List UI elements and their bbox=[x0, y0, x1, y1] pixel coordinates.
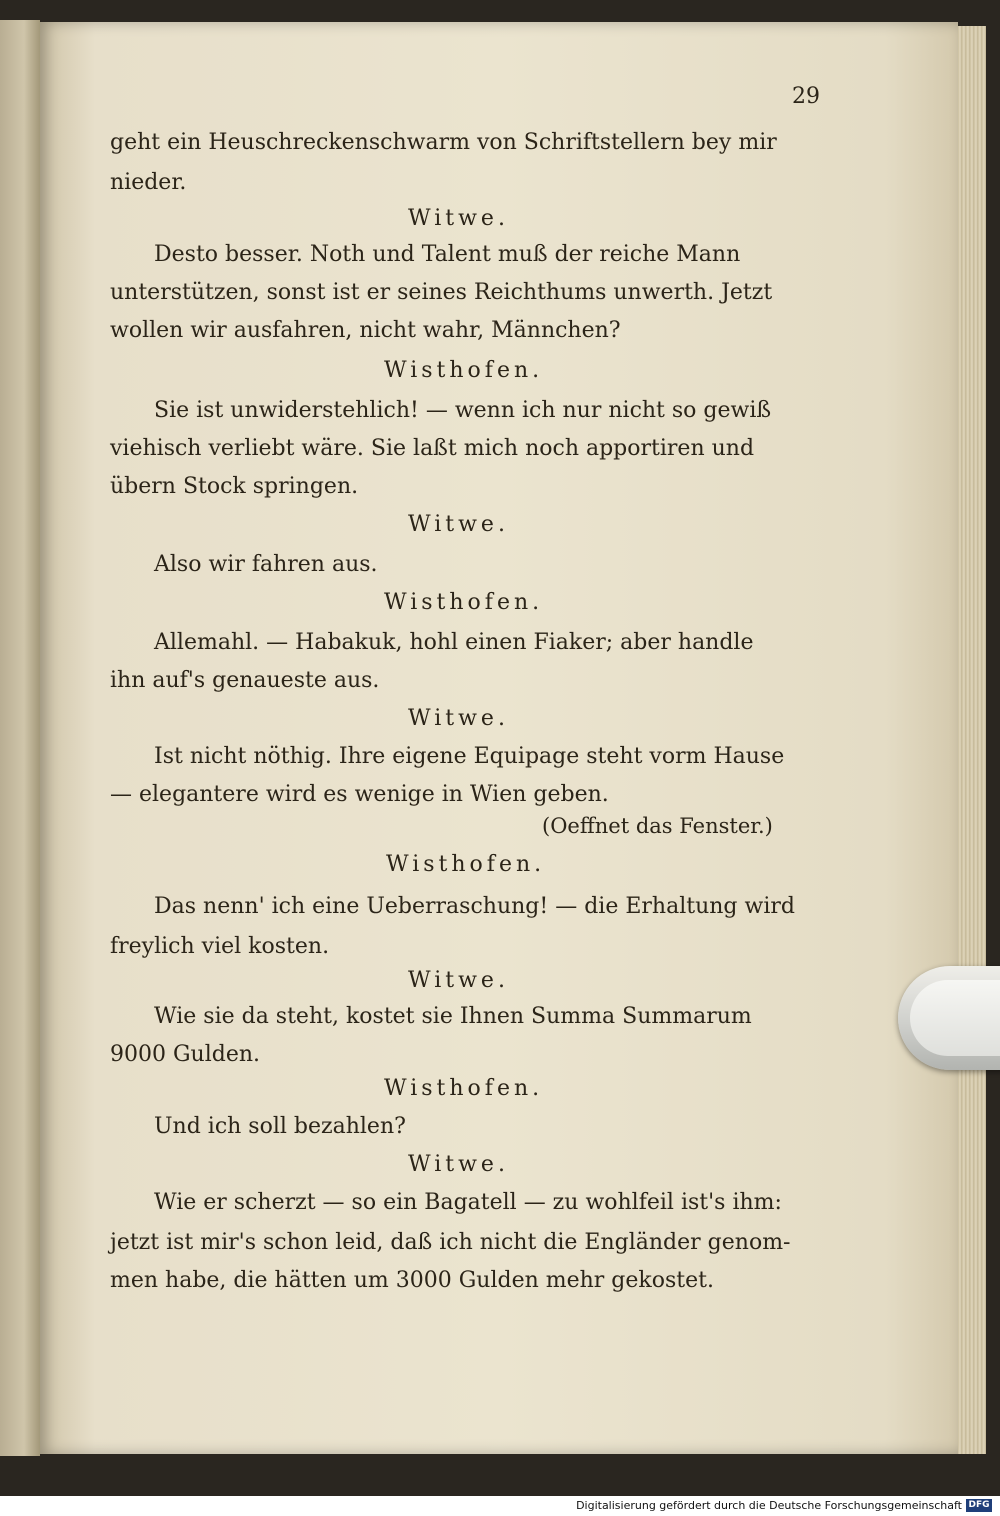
speaker-name: Wisthofen. bbox=[384, 590, 544, 615]
text-line: Und ich soll bezahlen? bbox=[154, 1114, 406, 1139]
text-line: geht ein Heuschreckenschwarm von Schriftstellern bey mir bbox=[110, 130, 777, 155]
speaker-name: Wisthofen. bbox=[384, 1076, 544, 1101]
text-line: Also wir fahren aus. bbox=[154, 552, 378, 577]
text-line: unterstützen, sonst ist er seines Reichthums unwerth. Jetzt bbox=[110, 280, 773, 305]
text-line: 9000 Gulden. bbox=[110, 1042, 261, 1067]
page-number: 29 bbox=[792, 84, 820, 109]
text-line: Wie er scherzt — so ein Bagatell — zu wohlfeil ist's ihm: bbox=[154, 1190, 782, 1215]
speaker-name: Witwe. bbox=[408, 968, 509, 993]
speaker-name: Witwe. bbox=[408, 206, 509, 231]
text-line: — elegantere wird es wenige in Wien geben. bbox=[110, 782, 609, 807]
text-line: viehisch verliebt wäre. Sie laßt mich noch apportiren und bbox=[110, 436, 755, 461]
text-line: Desto besser. Noth und Talent muß der reiche Mann bbox=[154, 242, 741, 267]
text-line: nieder. bbox=[110, 170, 187, 195]
page-stack-edge bbox=[958, 26, 986, 1454]
page-clip-highlight bbox=[910, 980, 1000, 1056]
footer-bar bbox=[0, 1496, 1000, 1516]
text-line: Das nenn' ich eine Ueberraschung! — die Erhaltung wird bbox=[154, 894, 795, 919]
text-line: wollen wir ausfahren, nicht wahr, Männchen? bbox=[110, 318, 621, 343]
text-line: Ist nicht nöthig. Ihre eigene Equipage steht vorm Hause bbox=[154, 744, 785, 769]
funding-credit: Digitalisierung gefördert durch die Deutsche Forschungsgemeinschaft bbox=[576, 1499, 962, 1512]
text-line: jetzt ist mir's schon leid, daß ich nicht die Engländer genom- bbox=[110, 1230, 791, 1255]
text-line: Allemahl. — Habakuk, hohl einen Fiaker; aber handle bbox=[154, 630, 754, 655]
text-line: Sie ist unwiderstehlich! — wenn ich nur nicht so gewiß bbox=[154, 398, 772, 423]
speaker-name: Wisthofen. bbox=[386, 852, 546, 877]
text-line: Wie sie da steht, kostet sie Ihnen Summa Summarum bbox=[154, 1004, 752, 1029]
speaker-name: Witwe. bbox=[408, 706, 509, 731]
facing-page-edge bbox=[0, 20, 40, 1456]
speaker-name: Wisthofen. bbox=[384, 358, 544, 383]
text-line: men habe, die hätten um 3000 Gulden mehr gekostet. bbox=[110, 1268, 714, 1293]
stage-direction: (Oeffnet das Fenster.) bbox=[542, 814, 773, 838]
speaker-name: Witwe. bbox=[408, 512, 509, 537]
dfg-logo: DFG bbox=[966, 1499, 992, 1512]
text-line: freylich viel kosten. bbox=[110, 934, 330, 959]
text-line: übern Stock springen. bbox=[110, 474, 359, 499]
speaker-name: Witwe. bbox=[408, 1152, 509, 1177]
text-line: ihn auf's genaueste aus. bbox=[110, 668, 380, 693]
